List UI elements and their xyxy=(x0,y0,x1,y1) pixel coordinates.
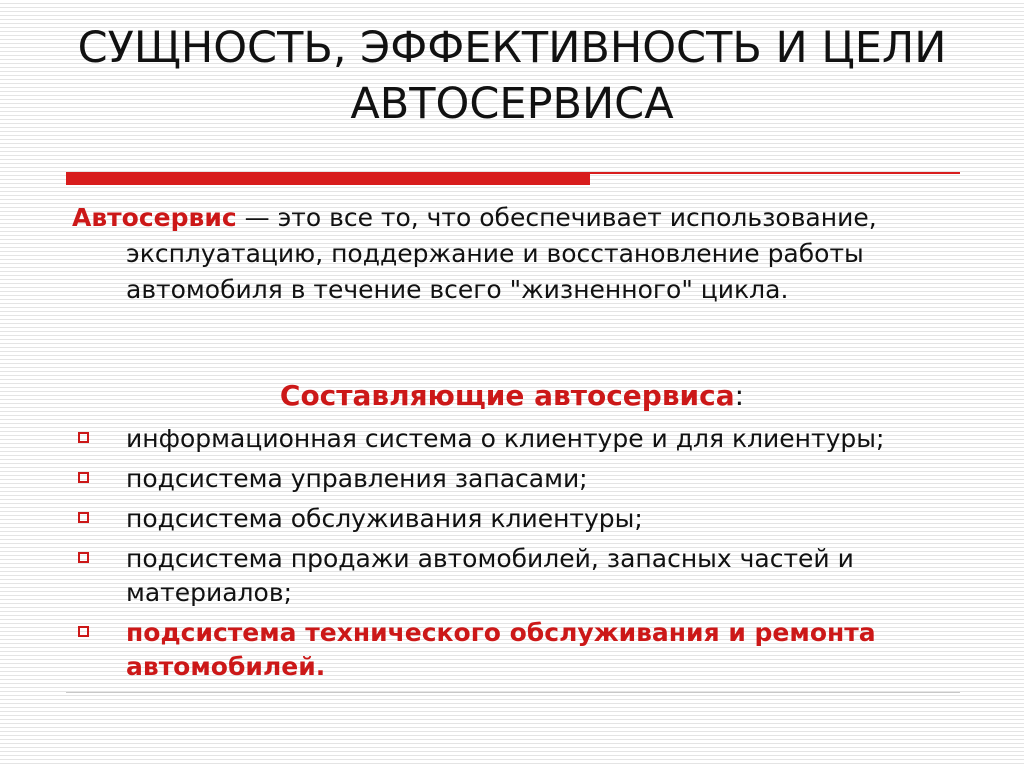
title-line-1: СУЩНОСТЬ, ЭФФЕКТИВНОСТЬ И ЦЕЛИ xyxy=(77,23,947,73)
list-item-text: подсистема продажи автомобилей, запасных частей и материалов; xyxy=(126,544,854,607)
list-item-text: информационная система о клиентуре и для клиентуры; xyxy=(126,424,885,453)
square-bullet-icon xyxy=(78,472,89,483)
title-underline-rule xyxy=(66,172,960,174)
components-list xyxy=(72,422,962,690)
square-bullet-icon xyxy=(78,432,89,443)
components-heading xyxy=(0,377,1024,415)
list-item-text: подсистема обслуживания клиентуры; xyxy=(126,504,643,533)
list-item xyxy=(72,422,962,456)
list-item xyxy=(72,462,962,496)
list-item xyxy=(72,542,962,610)
square-bullet-icon xyxy=(78,626,89,637)
slide-title xyxy=(0,20,1024,132)
components-heading-colon: : xyxy=(734,379,745,412)
footer-divider xyxy=(66,692,960,693)
components-heading-text: Составляющие автосервиса xyxy=(279,379,735,412)
definition-term: Автосервис xyxy=(72,203,237,232)
list-item-text: подсистема управления запасами; xyxy=(126,464,588,493)
list-item-highlighted xyxy=(72,616,962,684)
list-item-text: подсистема технического обслуживания и ремонта автомобилей. xyxy=(126,618,876,681)
list-item xyxy=(72,502,962,536)
square-bullet-icon xyxy=(78,552,89,563)
square-bullet-icon xyxy=(78,512,89,523)
definition-text: — это все то, что обеспечивает использование, эксплуатацию, поддержание и восстановление работы автомобиля в течение всего "жизненного" цикла. xyxy=(126,203,877,304)
title-line-2: АВТОСЕРВИСА xyxy=(350,79,674,129)
definition-paragraph xyxy=(72,200,1016,308)
